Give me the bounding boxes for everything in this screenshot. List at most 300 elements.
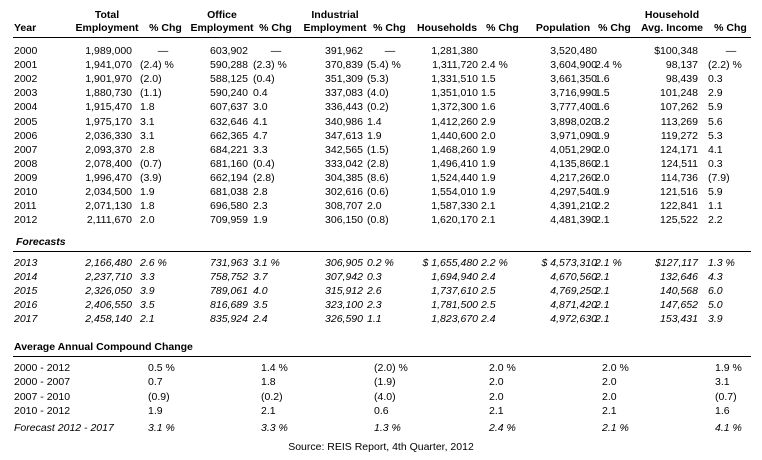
forecast-aacc-income: 4.1 % <box>715 422 742 434</box>
cell-office-employment: 731,963 <box>210 257 248 269</box>
cell-households: 1,440,600 <box>431 129 478 142</box>
cell-total-pct: (2.4) % <box>140 59 174 72</box>
cell-industrial-pct: (0.6) <box>367 186 389 198</box>
aacc-row <box>0 404 762 418</box>
header-divider <box>13 37 751 38</box>
cell-total-pct: 2.1 <box>140 313 155 326</box>
cell-household-income: 122,841 <box>660 200 698 213</box>
table-row <box>0 270 762 284</box>
cell-income-pct: (7.9) <box>708 171 730 184</box>
cell-income-pct: 5.9 <box>708 101 723 114</box>
cell-household-income: 132,646 <box>660 271 698 284</box>
cell-year: 2002 <box>14 73 38 86</box>
forecast-aacc-row <box>0 421 762 435</box>
cell-population: 3,604,900 <box>550 59 597 72</box>
cell-industrial-employment: 306,905 <box>325 257 363 269</box>
cell-population: 4,481,390 <box>550 214 597 227</box>
cell-households: 1,620,170 <box>431 214 478 227</box>
cell-household-income: 119,272 <box>660 129 698 142</box>
cell-population: 4,391,210 <box>550 200 597 213</box>
cell-households: 1,311,720 <box>432 59 478 72</box>
cell-total-employment: 1,941,070 <box>85 59 132 72</box>
cell-industrial-pct: (0.2) <box>367 101 389 114</box>
cell-total-pct: (3.9) <box>140 171 162 184</box>
forecast-aacc-industrial: 1.3 % <box>374 422 401 434</box>
cell-population: 4,051,290 <box>550 143 597 156</box>
header-pct-3: % Chg <box>373 22 406 34</box>
cell-households-pct: 2.4 <box>481 271 496 284</box>
cell-total-employment: 2,078,400 <box>85 157 132 170</box>
cell-population: 4,769,250 <box>550 285 597 298</box>
aacc-cell-households: 2.1 <box>489 404 504 417</box>
cell-office-employment: 684,221 <box>210 143 248 156</box>
cell-total-pct: — <box>157 45 169 57</box>
cell-office-pct: 2.4 <box>253 313 268 326</box>
cell-total-pct: 3.1 <box>140 115 155 128</box>
cell-year: 2013 <box>14 257 38 269</box>
cell-industrial-employment: 340,986 <box>325 115 363 128</box>
table-row <box>0 86 762 100</box>
cell-household-income: 101,248 <box>660 87 698 100</box>
cell-office-pct: 3.5 <box>253 299 268 312</box>
cell-industrial-pct: (4.0) <box>367 87 389 100</box>
aacc-cell-period: 2000 - 2012 <box>14 362 71 374</box>
cell-year: 2004 <box>14 101 38 114</box>
cell-office-pct: 2.3 <box>253 200 268 213</box>
aacc-cell-office: 2.1 <box>261 404 276 417</box>
cell-industrial-employment: 315,912 <box>325 285 363 298</box>
cell-households: 1,737,610 <box>431 285 478 298</box>
cell-total-employment: 2,034,500 <box>85 186 132 198</box>
cell-population-pct: 2.1 <box>595 271 610 284</box>
cell-population: 3,520,480 <box>550 45 597 57</box>
cell-industrial-pct: (0.8) <box>367 214 389 227</box>
cell-population-pct: 2.1 <box>595 285 610 298</box>
cell-industrial-pct: 1.1 <box>367 313 382 326</box>
cell-total-pct: 3.1 <box>140 129 155 142</box>
header-pct-5: % Chg <box>598 22 631 34</box>
cell-income-pct: 5.9 <box>708 186 723 198</box>
cell-population-pct: 1.5 <box>595 87 610 100</box>
cell-population: 4,972,630 <box>550 313 597 326</box>
cell-income-pct: 6.0 <box>708 285 723 298</box>
aacc-cell-industrial: (4.0) <box>374 390 396 403</box>
cell-industrial-pct: (5.4) % <box>367 59 401 72</box>
cell-office-employment: 816,689 <box>210 299 248 312</box>
cell-industrial-employment: 351,309 <box>325 73 363 86</box>
cell-total-employment: 2,326,050 <box>85 285 132 298</box>
table-row <box>0 256 762 270</box>
cell-office-employment: 662,194 <box>210 171 248 184</box>
cell-office-employment: 588,125 <box>210 73 248 86</box>
cell-office-employment: 681,038 <box>210 186 248 198</box>
cell-households-pct: 2.0 <box>481 129 496 142</box>
table-row <box>0 129 762 143</box>
cell-office-pct: 3.7 <box>253 271 268 284</box>
table-row <box>0 58 762 72</box>
cell-population-pct: 2.2 <box>595 200 610 213</box>
table-row <box>0 157 762 171</box>
cell-total-pct: 1.8 <box>140 200 155 213</box>
cell-total-employment: 1,880,730 <box>85 87 132 100</box>
cell-household-income: 153,431 <box>660 313 698 326</box>
aacc-cell-industrial: (1.9) <box>374 376 396 389</box>
aacc-cell-population: 2.1 <box>602 404 617 417</box>
cell-total-pct: 1.8 <box>140 101 155 114</box>
cell-population: $ 4,573,310 <box>541 257 597 269</box>
cell-households: 1,331,510 <box>431 73 478 86</box>
cell-total-pct: 3.9 <box>140 285 155 298</box>
cell-year: 2006 <box>14 129 38 142</box>
cell-total-pct: 2.0 <box>140 214 155 227</box>
cell-income-pct: 5.0 <box>708 299 723 312</box>
cell-total-pct: (1.1) <box>140 87 162 100</box>
table-row <box>0 100 762 114</box>
cell-population-pct: 1.9 <box>595 186 610 198</box>
aacc-cell-households: 2.0 <box>489 376 504 389</box>
cell-population-pct: 2.0 <box>595 143 610 156</box>
cell-office-pct: (2.3) % <box>253 59 287 72</box>
cell-income-pct: 4.3 <box>708 271 723 284</box>
cell-total-employment: 2,458,140 <box>85 313 132 326</box>
cell-industrial-employment: 370,839 <box>325 59 363 72</box>
aacc-divider <box>13 356 751 357</box>
cell-household-income: 147,652 <box>660 299 698 312</box>
cell-income-pct: 0.3 <box>708 73 723 86</box>
cell-office-pct: 3.0 <box>253 101 268 114</box>
aacc-cell-period: 2010 - 2012 <box>14 404 71 417</box>
cell-industrial-employment: 302,616 <box>325 186 363 198</box>
cell-households-pct: 2.9 <box>481 115 496 128</box>
cell-households-pct: 1.6 <box>481 101 496 114</box>
header-total-employment-1: Total <box>94 9 120 21</box>
cell-industrial-pct: 2.0 <box>367 200 382 213</box>
cell-income-pct: 1.3 % <box>708 257 735 269</box>
aacc-cell-office: 1.8 <box>261 376 276 389</box>
forecast-aacc-households: 2.4 % <box>489 422 516 434</box>
cell-households: 1,496,410 <box>431 157 478 170</box>
cell-household-income: 98,439 <box>665 73 698 86</box>
cell-population-pct: 2.1 <box>595 313 610 326</box>
cell-year: 2009 <box>14 171 38 184</box>
cell-households: 1,524,440 <box>431 171 478 184</box>
aacc-cell-population: 2.0 % <box>602 362 629 374</box>
aacc-cell-total: 1.9 <box>148 404 163 417</box>
aacc-cell-industrial: (2.0) % <box>374 362 408 374</box>
cell-households-pct: 1.9 <box>481 186 496 198</box>
cell-household-income: 125,522 <box>660 214 698 227</box>
cell-population: 3,777,400 <box>550 101 597 114</box>
aacc-cell-population: 2.0 <box>602 376 617 389</box>
cell-year: 2010 <box>14 186 38 198</box>
cell-households-pct: 2.5 <box>481 299 496 312</box>
cell-population: 4,217,260 <box>550 171 597 184</box>
table-row <box>0 284 762 298</box>
table-row <box>0 44 762 58</box>
cell-population: 4,670,560 <box>550 271 597 284</box>
header-household-income-2: Avg. Income <box>640 22 704 34</box>
cell-office-pct: 4.1 <box>253 115 268 128</box>
cell-industrial-employment: 347,613 <box>325 129 363 142</box>
cell-households-pct: 1.5 <box>481 87 496 100</box>
cell-industrial-employment: 306,150 <box>325 214 363 227</box>
cell-total-employment: 1,901,970 <box>85 73 132 86</box>
cell-office-pct: (2.8) <box>253 171 275 184</box>
cell-year: 2011 <box>14 200 37 213</box>
cell-households-pct: 1.5 <box>481 73 496 86</box>
header-pct-1: % Chg <box>149 22 182 34</box>
cell-office-employment: 709,959 <box>210 214 248 227</box>
header-pct-4: % Chg <box>486 22 519 34</box>
cell-industrial-pct: (1.5) <box>367 143 389 156</box>
cell-household-income: 107,262 <box>660 101 698 114</box>
cell-year: 2015 <box>14 285 38 298</box>
header-pct-6: % Chg <box>714 22 747 34</box>
aacc-row <box>0 361 762 375</box>
cell-household-income: 124,511 <box>660 157 698 170</box>
cell-households: 1,587,330 <box>431 200 478 213</box>
cell-income-pct: 0.3 <box>708 157 723 170</box>
cell-office-employment: 835,924 <box>210 313 248 326</box>
aacc-cell-period: 2000 - 2007 <box>14 376 71 389</box>
cell-industrial-employment: 333,042 <box>325 157 363 170</box>
cell-income-pct: 3.9 <box>708 313 723 326</box>
cell-industrial-employment: 323,100 <box>325 299 363 312</box>
cell-total-employment: 2,237,710 <box>85 271 132 284</box>
cell-population-pct: 2.4 % <box>595 59 622 72</box>
cell-year: 2014 <box>14 271 38 284</box>
cell-households: 1,351,010 <box>431 87 478 100</box>
cell-population-pct: 2.1 <box>595 157 610 170</box>
forecast-aacc-period: Forecast 2012 - 2017 <box>14 422 114 434</box>
cell-household-income: $127,117 <box>654 257 698 269</box>
cell-population: 3,661,350 <box>550 73 597 86</box>
cell-office-pct: 3.1 % <box>253 257 280 269</box>
header-industrial-employment-2: Employment <box>303 22 367 34</box>
cell-total-employment: 2,071,130 <box>85 200 132 213</box>
cell-total-employment: 2,406,550 <box>85 299 132 312</box>
cell-households: $ 1,655,480 <box>422 257 478 269</box>
table-row <box>0 298 762 312</box>
cell-population-pct: 2.1 <box>595 299 610 312</box>
forecast-aacc-office: 3.3 % <box>261 422 288 434</box>
cell-total-employment: 1,989,000 <box>85 45 132 57</box>
cell-total-employment: 1,996,470 <box>85 171 132 184</box>
cell-industrial-pct: 1.4 <box>367 115 382 128</box>
table-row <box>0 115 762 129</box>
header-households: Households <box>416 22 478 34</box>
cell-year: 2007 <box>14 143 38 156</box>
cell-industrial-employment: 308,707 <box>325 200 363 213</box>
cell-industrial-pct: 0.3 <box>367 271 382 284</box>
cell-year: 2012 <box>14 214 38 227</box>
header-population: Population <box>535 22 591 34</box>
cell-population: 3,971,090 <box>550 129 597 142</box>
cell-total-pct: 2.6 % <box>140 257 167 269</box>
cell-office-employment: 607,637 <box>210 101 248 114</box>
cell-year: 2001 <box>14 59 38 72</box>
cell-office-pct: — <box>270 45 282 57</box>
cell-industrial-employment: 326,590 <box>325 313 363 326</box>
cell-population-pct: 1.6 <box>595 101 610 114</box>
cell-year: 2005 <box>14 115 38 128</box>
table-row <box>0 199 762 213</box>
cell-household-income: 140,568 <box>660 285 698 298</box>
aacc-cell-total: 0.7 <box>148 376 163 389</box>
cell-households: 1,281,380 <box>431 45 478 57</box>
table-row <box>0 72 762 86</box>
cell-population: 3,716,990 <box>550 87 597 100</box>
forecasts-label: Forecasts <box>16 236 66 248</box>
header-industrial-employment-1: Industrial <box>311 9 359 21</box>
cell-year: 2003 <box>14 87 38 100</box>
cell-households-pct: 1.9 <box>481 157 496 170</box>
cell-total-employment: 2,166,480 <box>85 257 132 269</box>
aacc-cell-income: (0.7) <box>715 390 737 403</box>
cell-industrial-pct: (8.6) <box>367 171 389 184</box>
cell-total-pct: (0.7) <box>140 157 162 170</box>
cell-income-pct: 5.3 <box>708 129 723 142</box>
cell-office-employment: 590,240 <box>210 87 248 100</box>
cell-households-pct: 2.5 <box>481 285 496 298</box>
cell-population-pct: 1.6 <box>595 73 610 86</box>
header-household-income-1: Household <box>644 9 700 21</box>
cell-households: 1,823,670 <box>431 313 478 326</box>
cell-office-pct: 4.7 <box>253 129 268 142</box>
aacc-cell-population: 2.0 <box>602 390 617 403</box>
forecasts-divider <box>13 251 751 252</box>
cell-industrial-pct: (2.8) <box>367 157 389 170</box>
aacc-cell-industrial: 0.6 <box>374 404 389 417</box>
cell-year: 2000 <box>14 45 38 57</box>
cell-households-pct: 1.9 <box>481 143 496 156</box>
aacc-cell-income: 3.1 <box>715 376 730 389</box>
cell-industrial-employment: 304,385 <box>325 171 363 184</box>
cell-households-pct: 2.2 % <box>481 257 508 269</box>
cell-income-pct: 5.6 <box>708 115 723 128</box>
table-row <box>0 312 762 326</box>
cell-industrial-pct: 2.3 <box>367 299 382 312</box>
cell-population-pct: 2.1 <box>595 214 610 227</box>
cell-households-pct: 2.1 <box>481 200 496 213</box>
cell-industrial-pct: (5.3) <box>367 73 389 86</box>
header-year: Year <box>14 22 37 34</box>
cell-industrial-pct: 1.9 <box>367 129 382 142</box>
cell-income-pct: — <box>725 45 737 57</box>
cell-households: 1,554,010 <box>431 186 478 198</box>
aacc-cell-office: 1.4 % <box>261 362 288 374</box>
cell-industrial-employment: 337,083 <box>325 87 363 100</box>
header-office-employment-1: Office <box>207 9 237 21</box>
aacc-cell-period: 2007 - 2010 <box>14 390 71 403</box>
aacc-cell-households: 2.0 % <box>489 362 516 374</box>
cell-household-income: 98,137 <box>665 59 698 72</box>
aacc-label: Average Annual Compound Change <box>14 341 193 353</box>
cell-household-income: 121,516 <box>660 186 698 198</box>
header-office-employment-2: Employment <box>190 22 254 34</box>
cell-total-employment: 2,093,370 <box>85 143 132 156</box>
aacc-cell-income: 1.6 <box>715 404 730 417</box>
cell-income-pct: 4.1 <box>708 143 723 156</box>
table-row <box>0 185 762 199</box>
cell-total-pct: 3.5 <box>140 299 155 312</box>
cell-income-pct: (2.2) % <box>708 59 742 72</box>
cell-office-pct: 1.9 <box>253 214 268 227</box>
aacc-cell-office: (0.2) <box>261 390 283 403</box>
cell-industrial-pct: — <box>384 45 396 57</box>
header-pct-2: % Chg <box>259 22 292 34</box>
cell-households-pct: 1.9 <box>481 171 496 184</box>
aacc-cell-income: 1.9 % <box>715 362 742 374</box>
aacc-cell-total: (0.9) <box>148 390 170 403</box>
cell-office-pct: 3.3 <box>253 143 268 156</box>
cell-office-employment: 789,061 <box>210 285 248 298</box>
cell-households-pct: 2.1 <box>481 214 496 227</box>
cell-industrial-employment: 336,443 <box>325 101 363 114</box>
table-row <box>0 143 762 157</box>
cell-population: 4,871,420 <box>550 299 597 312</box>
cell-household-income: 114,736 <box>660 171 698 184</box>
cell-office-employment: 590,288 <box>210 59 248 72</box>
table-row <box>0 213 762 227</box>
cell-total-employment: 1,915,470 <box>85 101 132 114</box>
cell-total-employment: 2,036,330 <box>85 129 132 142</box>
forecast-aacc-total: 3.1 % <box>148 422 175 434</box>
cell-income-pct: 1.1 <box>708 200 723 213</box>
source-note: Source: REIS Report, 4th Quarter, 2012 <box>288 441 474 453</box>
cell-households: 1,781,500 <box>431 299 478 312</box>
cell-population-pct: 2.1 % <box>595 257 622 269</box>
cell-industrial-pct: 0.2 % <box>367 257 394 269</box>
cell-year: 2016 <box>14 299 38 312</box>
cell-households: 1,468,260 <box>431 143 478 156</box>
aacc-row <box>0 375 762 389</box>
cell-total-pct: 3.3 <box>140 271 155 284</box>
cell-households: 1,694,940 <box>431 271 478 284</box>
cell-industrial-employment: 307,942 <box>325 271 363 284</box>
cell-office-employment: 696,580 <box>210 200 248 213</box>
cell-industrial-pct: 2.6 <box>367 285 382 298</box>
cell-households-pct: 2.4 <box>481 313 496 326</box>
cell-total-pct: (2.0) <box>140 73 162 86</box>
cell-office-pct: 0.4 <box>253 87 268 100</box>
aacc-cell-households: 2.0 <box>489 390 504 403</box>
cell-income-pct: 2.9 <box>708 87 723 100</box>
cell-households: 1,372,300 <box>431 101 478 114</box>
cell-year: 2017 <box>14 313 38 326</box>
aacc-row <box>0 390 762 404</box>
cell-office-pct: 2.8 <box>253 186 268 198</box>
cell-population-pct: 1.9 <box>595 129 610 142</box>
cell-year: 2008 <box>14 157 38 170</box>
cell-households: 1,412,260 <box>431 115 478 128</box>
cell-population: 3,898,020 <box>550 115 597 128</box>
forecast-aacc-population: 2.1 % <box>602 422 629 434</box>
header-total-employment-2: Employment <box>75 22 139 34</box>
cell-total-employment: 2,111,670 <box>86 214 132 227</box>
cell-office-pct: (0.4) <box>253 157 275 170</box>
cell-total-pct: 1.9 <box>140 186 155 198</box>
cell-household-income: $100,348 <box>654 45 698 57</box>
cell-office-pct: 4.0 <box>253 285 268 298</box>
cell-office-employment: 662,365 <box>210 129 248 142</box>
cell-population: 4,135,860 <box>550 157 597 170</box>
cell-income-pct: 2.2 <box>708 214 723 227</box>
cell-total-pct: 2.8 <box>140 143 155 156</box>
cell-office-employment: 632,646 <box>210 115 248 128</box>
aacc-cell-total: 0.5 % <box>148 362 175 374</box>
cell-population-pct: 2.0 <box>595 171 610 184</box>
